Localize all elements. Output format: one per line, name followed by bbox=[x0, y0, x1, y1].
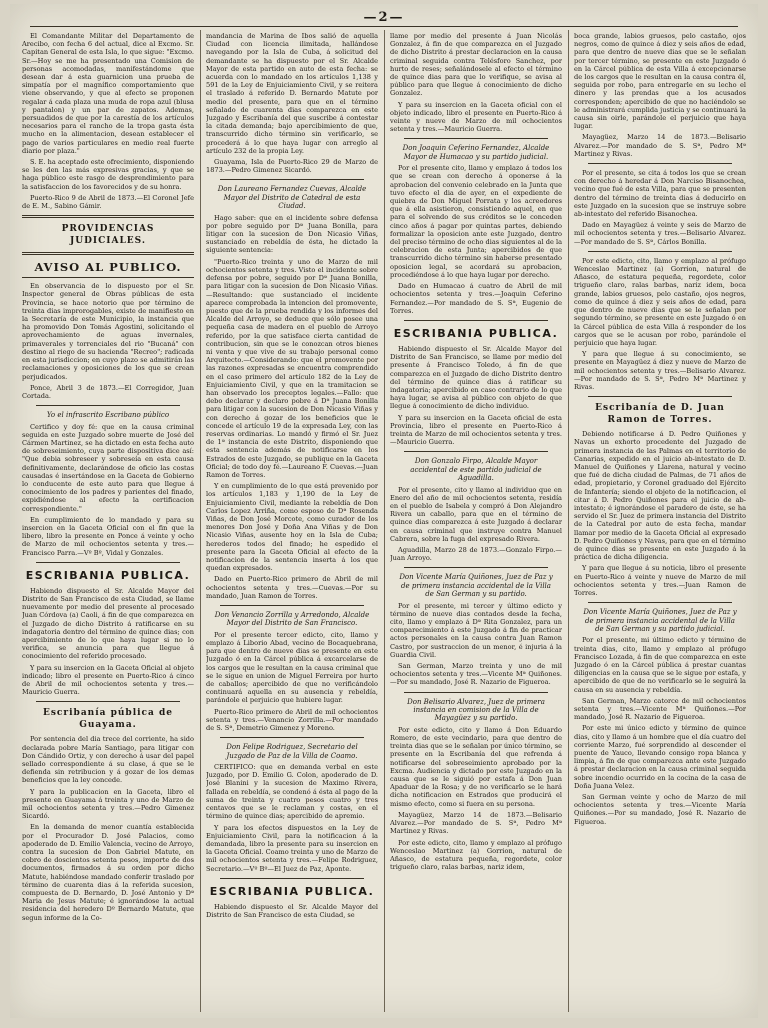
separator bbox=[22, 215, 194, 218]
signature: Aguadilla, Marzo 28 de 1873.—Gonzalo Firpo.—Juan Arroyo. bbox=[390, 545, 562, 563]
paragraph: En cumplimiento de lo mandado y para su insercion en la Gaceta Oficial con el fin que la libero, libro la presente en Ponce á veinte y ocho de Marzo de mil ochocientos setenta y tres.—Francisco Parra.—Vº Bº, Vidal y Gonzales. bbox=[22, 515, 194, 557]
notice-heading: Don Venancio Zorrilla y Arredondo, Alcalde Mayor del Distrito de San Francisco. bbox=[214, 611, 370, 628]
column-2 bbox=[206, 32, 378, 1012]
paragraph: llame por medio del presente á Juan Nicolás Gonzalez, á fin de que comparezca en el Juzgado de dicho Distrito á prestar declaracion en la causa criminal seguida contra Telésforo Sanchez, por hurto de reses; señalándosele al efecto el término de quince dias para que lo verifique, se avisa al público para que llegue á conocimiento de dicho Gonzalez. bbox=[390, 32, 562, 98]
section-title: ESCRIBANIA PUBLICA. bbox=[25, 568, 191, 582]
signature: Puerto-Rico primero de Abril de mil ochocientos setenta y tres.—Venancio Zorrilla.—Por mandado de S. Sª, Demetrio Gimenez y Moreno. bbox=[206, 707, 378, 733]
paragraph: Y en cumplimiento de lo que está prevenido por los artículos 1,183 y 1,190 de la Ley de Enjuiciamiento Civil, mediante la rebeldía de Don Carlos Lopez Arriña, como esposo de Dª Rosenda Viñas, de Don José Morcote, como curador de los menores Don José y Doña Ana Viñas y de Don Nicasio Viñas, ausente hoy en la Isla de Cuba; herederos todos del finado; he espedido el presente para la Gaceta Oficial al efecto de la notificacion de la sentencia inserta á los que quedan expresados. bbox=[206, 482, 378, 573]
page-number: —2— bbox=[363, 10, 405, 25]
separator bbox=[22, 252, 194, 255]
paragraph: Habiendo dispuesto el Sr. Alcalde Mayor del Distrito de San Francisco, se llame por medio del presente á Francisco Toledo, á fin de que comparezca en el Juzgado de dicho Distrito dentro del término de quince dias á ratificar su indagatoria; apercibido en caso contrario de lo que haya lugar, se avisa al público con objeto de que llegue á conocimiento de dicho individuo. bbox=[390, 344, 562, 411]
paragraph: S. E. ha aceptado este ofrecimiento, disponiendo se les den las más expresivas gracias, y que se haga público este rasgo de desprendimiento para la satisfaccion de los favorecidos y de su honra. bbox=[22, 158, 194, 191]
newspaper-page bbox=[10, 4, 758, 1018]
paragraph: Y para la publicacion en la Gaceta, libro el presente en Guayama á treinta y uno de Marzo de mil ochocientos setenta y tres.—Pedro Gimenez Sicardó. bbox=[22, 787, 194, 821]
paragraph: Por el presente, cito y llamo al individuo que en Enero del año de mil ochocientos setenta, residía en el pueblo de Isabela y compró á Don Alejandro Rivera un caballo, para que en el término de quince dias comparezca á este Juzgado á declarar en causa criminal que instruye contra Manuel Cabrera, sobre la fuga del expresado Rivera. bbox=[390, 485, 562, 543]
separator bbox=[220, 179, 364, 180]
paragraph: Y para que llegue á su noticia, libro el presente en Puerto-Rico á veinte y nueve de Marzo de mil ochocientos setenta y tres.—Juan Ramon de Torres. bbox=[574, 564, 746, 597]
paragraph: "Puerto-Rico treinta y uno de Marzo de mil ochocientos setenta y tres. Visto el incidente sobre defensa por pobre, seguido por Dª Juana Bonilla, para litigar con la sucesion de Don Nicasio Viñas.—Resultando: que sustanciado el incidente aparece comprobada la intencion del promovente, puesto que de la prueba rendida y los informes del Alcalde del Arroyo, se deduce que sólo posee una pequeña casa de madera en el pueblo de Arroyo referido, por la que satisface cierta cantidad de contribucion, sin que se le conozcan otros bienes ni venta y que vive de su trabajo personal como Arquitecto.—Considerando: que el promovente por las razones expresadas se encuentra comprendido en el caso primero del artículo 182 de la Ley de Enjuiciamiento Civil, y que en la tramitacion se han observado los preceptos legales.—Fallo: que debo declarar y declaro pobre á Dª Juana Bonilla para litigar con la sucesion de Don Nicasio Viñas y con derecho á gozar de los beneficios que le concede el artículo 19 de la expresada Ley, con las reservas ordinarias. Lo mandó y firmó el Sr. Juez de 1ª instancia de este Distrito, disponiendo que esta sentencia además de notificarse en los Estrados de este Juzgado, se publique en la Gaceta Oficial; de todo doy fé.—Laureano F. Cuevas.—Juan Ramon de Torres. bbox=[206, 257, 378, 479]
paragraph: En observancia de lo dispuesto por el Sr. Inspector general de Obras públicas de esta Provincia, se hace notorio que por término de treinta dias improrogables, existe de manifiesto en la Secretaría de este Municipio, la instancia que ha promovido Don Tomás Agostini, solicitando el aprovechamiento de aguas invernales, primaverales y torrenciales del rio "Bucaná" con destino al riego de su hacienda "Recreo"; radicada en esta jurisdiccion; en cuyo plazo se admitirán las reclamaciones y oposiciones de los que se crean perjudicados. bbox=[22, 282, 194, 381]
separator bbox=[588, 163, 732, 164]
paragraph: Por el presente, se cita á todos los que se crean con derecho á heredar á Don Narciso Bisanochea, vecino que fué de esta Villa, para que se presenten dentro del término de treinta dias á deducirlo en este Juzgado en la sucesion que se instruye sobre ab-intestato del referido Bisanochea. bbox=[574, 169, 746, 219]
section-title: PROVIDENCIAS JUDICIALES. bbox=[61, 224, 155, 247]
separator bbox=[588, 602, 732, 603]
notice-heading: Don Laureano Fernandez Cuevas, Alcalde Mayor del Distrito de Catedral de esta Ciudad. bbox=[217, 185, 367, 211]
column-1 bbox=[22, 32, 194, 1012]
column-3 bbox=[390, 32, 562, 1012]
signature: San German, Marzo catorce de mil ochocientos setenta y tres.—Vicente Mª Quiñones.—Por mandado, José R. Nazario de Figueroa. bbox=[574, 696, 746, 722]
signature: Dado en Puerto-Rico primero de Abril de mil ochocientos setenta y tres.—Cuevas.—Por su mandado, Juan Ramon de Torres. bbox=[206, 575, 378, 600]
section-title: ESCRIBANIA PUBLICA. bbox=[209, 884, 375, 898]
paragraph: Por el presente, mi último edicto y término de treinta dias, cito, llamo y emplazo al prófugo Francisco Lozada, á fin de que comparezca en este Juzgado ó en la Cárcel pública á prestar cuantas diligencias en la causa que se le sigue por estafa, y apercibido de que de no verificarlo se le seguirá la causa en su ausencia y rebeldía. bbox=[574, 636, 746, 694]
signature: Ponce, Abril 3 de 1873.—El Corregidor, Juan Cortada. bbox=[22, 383, 194, 400]
signature: Mayagüez, Marzo 14 de 1873.—Belisario Alvarez.—Por mandado de S. Sª, Pedro Mª Martinez y Rivas. bbox=[574, 133, 746, 158]
separator bbox=[220, 878, 364, 879]
signature: Mayagüez, Marzo 14 de 1873.—Belisario Alvarez.—Por mandado de S. Sª, Pedro Mª Martinez y Rivas. bbox=[390, 810, 562, 836]
notice-heading: Don Gonzalo Firpo, Alcalde Mayor accidental de este partido judicial de Aguadilla. bbox=[410, 457, 542, 483]
separator bbox=[588, 396, 732, 397]
signature: San German, Marzo treinta y uno de mil ochocientos setenta y tres.—Vicente Mª Quiñones.—Por su mandado, José R. Nazario de Figueroa. bbox=[390, 662, 562, 687]
paragraph: Por el presente tercer edicto, cito, llamo y emplazo á Liborio Abad, vecino de Bocaquebrana, para que dentro de nueve dias se presente en este Juzgado ó en la Cárcel pública á excarcelarse de los cargos que le resultan en la causa criminal que se le sigue en union de Miguel Ferreira por hurto de caballos; apercibido de que no verificándolo continuará aquella en su ausencia y rebeldía, parándole el perjuicio que hubiere lugar. bbox=[206, 630, 378, 705]
paragraph: Por este edicto, cito, llamo y emplazo al prófugo Wenceslao Martinez (a) Gorrion, natural de Añasco, de estatura pequeña, regordete, color trigueño claro, ralas barbas, nariz idem, boca grande, labios gruesos, pelo castaño, ojos negros, como de quince á diez y seis años de edad, para que dentro de nueve dias que se le señalan por segundo término, se presente en este Juzgado ó en la Cárcel pública de esta Villa á responder de los cargos que se le acusan por robo, parándole el perjuicio que haya lugar. bbox=[574, 256, 746, 347]
notice-heading: Don Vicente María Quiñones, Juez de Paz y de primera instancia accidental de la Villa de San German y su partido. bbox=[399, 573, 553, 599]
separator bbox=[36, 562, 180, 563]
paragraph: Por este edicto, cito, llamo y emplazo al prófugo Wenceslao Martinez (a) Gorrion, natural de Añasco, de estatura pequeña, regordete, color trigueño claro, ralas barbas, nariz idem, bbox=[390, 838, 562, 872]
section-title: ESCRIBANIA PUBLICA. bbox=[393, 326, 559, 340]
signature: Dado en Mayagüez á veinte y seis de Marzo de mil ochocientos setenta y tres.—Belisario Alvarez.—Por mandado de S. Sª, Cárlos Bonilla. bbox=[574, 221, 746, 246]
paragraph: Por este edicto, cito y llamo á Don Eduardo Romero, de este vecindario, para que dentro de treinta dias que se le señalan por único término, se presente en la Escribanía del que refrenda á notificarse del sobreseimiento aprobado por la Excma. Audiencia y dictado por este Juzgado en la causa que se le siguió por estafa á Don Juan Apaduar de la Rosa; y de no verificarlo se le hará dicha notificacion en Estrados que producirá el mismo efecto, como si fuera en su persona. bbox=[390, 725, 562, 808]
separator bbox=[404, 320, 548, 321]
paragraph: Habiendo dispuesto el Sr. Alcalde Mayor del Distrito de San Francisco de esta Ciudad, se bbox=[206, 902, 378, 919]
paragraph: Y para los efectos dispuestos en la Ley de Enjuiciamiento Civil, para la notificacion á la demandada, libro la presente para su insercion en la Gaceta Oficial. Coamo treinta y uno de Marzo de mil ochocientos setenta y tres.—Felipe Rodriguez, Secretario.—Vº Bº—El Juez de Paz, Aponte. bbox=[206, 823, 378, 873]
notice-heading: Don Joaquin Ceferino Fernandez, Alcalde Mayor de Humacao y su partido judicial. bbox=[402, 144, 550, 161]
separator bbox=[404, 451, 548, 452]
paragraph: Hago saber: que en el incidente sobre defensa por pobre seguido por Dª Juana Bonilla, para litigar con la sucesion de Don Nicasio Viñas, sustanciado en rebeldía de ésta, he dictado la siguiente sentencia: bbox=[206, 213, 378, 255]
separator bbox=[404, 138, 548, 139]
paragraph: Por el presente cito, llamo y emplazo á todos los que se crean con derecho á oponerse á la aprobacion del convenio celebrado en la Junta que tuvo efecto el dia de ayer, en el expediente de quiebra de Don Miguel Porrata y los acreedores que á ella asistieron, consistiendo aquel, en que para el solvendo de sus créditos se le conceden cinco años á pagar por quintas partes, debiendo formalizar la oposicion ante este Juzgado, dentro del preciso término de ocho dias siguientes al de la celebracion de esta Junta; apercibidos de que transcurrido dicho término sin haberse presentado oposicion legal, se acordará su aprobacion, procediéndose á lo que haya lugar por derecho. bbox=[390, 164, 562, 279]
paragraph: Y para su insercion en la Gaceta Oficial al objeto indicado; libro el presente en Puerto-Rico á cinco de Abril de mil ochocientos setenta y tres.—Mauricio Guerra. bbox=[22, 663, 194, 697]
notice-heading: Don Vicente María Quiñones, Juez de Paz y de primera instancia accidental de la Villa de San German y su partido judicial. bbox=[583, 608, 737, 633]
notice-title: AVISO AL PUBLICO. bbox=[22, 260, 194, 278]
signature: Guayama, Isla de Puerto-Rico 29 de Marzo de 1873.—Pedro Gimenez Sicardó. bbox=[206, 158, 378, 175]
paragraph: CERTIFICO: que en demanda verbal en este Juzgado, por D. Emilio G. Colon, apoderado de D. José Blanini y la sucesion de Maximo Rivera, fallada en rebeldía, se condenó á ésta al pago de la suma de treinta y cuatro pesos cuatro y tres centavos que se le reclaman y costas, en el término de quince dias; apercibido de apremio. bbox=[206, 763, 378, 821]
paragraph: boca grande, labios gruesos, pelo castaño, ojos negros, como de quince á diez y seis años de edad, para que dentro de nueve dias que se le señalan por tercer término, se presente en este Juzgado ó en la Cárcel pública de esta Villa á excepcionarse de los cargos que le resultan en la causa contra él, seguida por robo, para entregarle en su lecho el dinero y las prendas que a los acusados corresponden; apercibido de que no haciéndolo se le administrará cumplida justicia y se continuará la causa sin oirle, parándole el perjuicio que haya lugar. bbox=[574, 32, 746, 131]
paragraph: Habiendo dispuesto el Sr. Alcalde Mayor del Distrito de San Francisco de esta Ciudad, se llame nuevamente por medio del presente al procesado Juan Córdova (a) Caoli, á fin de que comparezca en el Juzgado de dicho Distrito á ratificarse en su indagatoria dentro del término de quince dias; con apercibimiento de lo que haya lugar si no lo verifica, se anuncia para que llegue á conocimiento del referido procesado. bbox=[22, 586, 194, 661]
separator bbox=[36, 405, 180, 406]
signature: San German veinte y ocho de Marzo de mil ochocientos setenta y tres.—Vicente María Quiñones.—Por su mandado, José R. Nazario de Figueroa. bbox=[574, 793, 746, 826]
paragraph: El Comandante Militar del Departamento de Arecibo, con fecha 6 del actual, dice al Excmo. Sr. Capitan General de esta Isla, lo que sigue: "Excmo. Sr.—Hoy se me ha presentado una Comision de personas acomodadas, manifestándome que desean dar á esta guarnicion una prueba de simpatía por el magnífico comportamiento que viene observando, y que al efecto se proponen regalar á cada plaza una muda de ropa azul (blusa y pantalon) y un par de zapatos. Ademas, persuadidos de que por la carestía de los artículos necesarios para el rancho de la tropa gasta ésta mucho en la alimentacion, desean establecer el pago de varios particulares en medio real fuerte diario por plaza." bbox=[22, 32, 194, 155]
separator bbox=[588, 251, 732, 252]
separator bbox=[404, 567, 548, 568]
notice-heading: Don Felipe Rodriguez, Secretario del Juzgado de Paz de la Villa de Coamo. bbox=[226, 743, 358, 760]
section-title: Escribanía de D. Juan Ramon de Torres. bbox=[595, 403, 725, 426]
paragraph: Certifico y doy fé: que en la causa criminal seguida en este Juzgado sobre muerte de José del Cármen Martinez, se ha dictado en esta fecha auto de sobreseimiento, cuya parte dispositiva dice así: "Que debia sobreseer y sobreseía en esta causa definitivamente, declarándose de oficio las costas causadas é insertándose en la Gaceta de Gobierno lo conducente de este auto para que llegue á conocimiento de los padres y parientes del finado, expidiéndose al efecto la certificacion correspondiente." bbox=[22, 422, 194, 513]
header-rule bbox=[30, 26, 738, 27]
paragraph: En la demanda de menor cuantía establecida por el Procurador D. José Palacios, como apoderado de D. Emilio Valencia, vecino de Arroyo, contra la sucesion de Don Gabriel Matute, en cobro de doscientos setenta pesos, importe de dos documentos, firmados á su orden por dicho Matute, habiéndose mandado conferir traslado por término de cuarenta dias á la referida sucesion, compuesta de D. Bernardo, D. José Antonio y Dª Maria de Jesus Matute; é ignorándose la actual residencia del heredero Dº Bernardo Matute, que segun informe de la Co- bbox=[22, 823, 194, 922]
separator bbox=[220, 737, 364, 738]
paragraph: Por el presente, mi tercer y último edicto y término de nueve dias contados desde la fecha, cito, llamo y emplazo á Dª Rita Gonzalez, para un comparecimiento á este Juzgado á fin de practicar actos personales en la causa contra Juan Ramon Castro, por sustraccion de un menor, é injuria á la Guardia Civil. bbox=[390, 601, 562, 659]
column-divider bbox=[568, 30, 569, 1012]
section-title: Escribanía pública de Guayama. bbox=[42, 708, 174, 731]
column-divider bbox=[384, 30, 385, 1012]
paragraph: Y para su insercion en la Gaceta oficial de esta Provincia, libro el presente en Puerto-Rico á treinta de Marzo de mil ochocientos setenta y tres.—Mauricio Guerra. bbox=[390, 413, 562, 447]
separator bbox=[220, 605, 364, 606]
signature: Puerto-Rico 9 de Abril de 1873.—El Coronel Jefe de E. M., Sabino Gámir. bbox=[22, 193, 194, 211]
paragraph: mandancia de Marina de Ibos salió de aquella Ciudad con licencia ilimitada, hallándose navegando por la Isla de Cuba, á solicitud del demandante se ha dispuesto por el Sr. Alcalde Mayor de esta partido en auto de esta fecha: se acuerda con lo mandado en los artículos 1,138 y 591 de la Ley de Enjuiciamiento Civil, y se reitera el traslado á referido D. Bernardo Matute por medio del presente, para que en el término señalado de cuarenta dias comparezca en este Juzgado y Escribanía del que suscribe á contestar la citada demanda; bajo apercibimiento de que, transcurrido dicho término sin verificarlo, se procederá á lo que haya lugar con arreglo al artículo 232 de la propia Ley. bbox=[206, 32, 378, 155]
signature: Dado en Humacao á cuatro de Abril de mil ochocientos setenta y tres.—Joaquin Ceferino Fernandez.—Por mandado de S. Sª, Eugenio de Torres. bbox=[390, 282, 562, 315]
column-divider bbox=[200, 30, 201, 1012]
signature: Y para que llegue á su conocimiento, se presente en Mayagüez á diez y nueve de Marzo de mil ochocientos setenta y tres.—Belisario Alvarez.—Por mandado de S. Sª, Pedro Mª Martinez y Rivas. bbox=[574, 350, 746, 391]
notice-heading: Yo el infrascrito Escribano público bbox=[46, 411, 170, 420]
paragraph: Por este mi único edicto y término de quince dias, cito y llamo á un hombre que el día cuatro del corriente Marzo, fué sorprendido al descender el puente de Yauco, llevando consigo ropa blanca y limpia, á fin de que comparezca ante este Juzgado á prestar declaracion en la causa criminal seguida sobre incendio ocurrido en la cocina de la casa de Doña Juana Velez. bbox=[574, 724, 746, 790]
paragraph: Y para su insercion en la Gaceta oficial con el objeto indicado, libro el presente en Puerto-Rico á veinte y nueve de Marzo de mil ochocientos setenta y tres.—Mauricio Guerra. bbox=[390, 100, 562, 134]
paragraph: Debiendo notificarse á D. Pedro Quiñones y Navas un exhorto procedente del Juzgado de primera instancia de las Palmas en el territorio de Canarias, expedido en el juicio ab-intestato de D. Manuel de Quiñones y Llarena, natural y vecino que fué de dicha ciudad de Palmas, de 71 años de edad, propietario, y Coronel graduado del Ejército de Infantería; siendo el objeto de la notificacion, el citar á D. Pedro Quiñones para el juicio de ab-intestato; é ignorándose el paradero de éste, se ha servido el Sr. Juez de primera instancia del Distrito de la Catedral por auto de esta fecha, mandar llamar por medio de la Gaceta Oficial al expresado D. Pedro Quiñones y Navas, para que en el término de quince dias se presente en este Juzgado á la práctica de dicha diligencia. bbox=[574, 430, 746, 562]
separator bbox=[404, 692, 548, 693]
separator bbox=[36, 701, 180, 702]
notice-heading: Don Belisario Alvarez, Juez de primera instancia en comision de la Villa de Mayagüez y su partido. bbox=[407, 697, 545, 723]
paragraph: Por sentencia del dia trece del corriente, ha sido declarada pobre María Santiago, para litigar con Don Cándido Ortiz, y con derecho á usar del papel sellado correspondiente á su clase, á que se le defienda sin retribucion y á gozar de los demas beneficios que la ley concede. bbox=[22, 735, 194, 785]
column-4 bbox=[574, 32, 746, 1012]
